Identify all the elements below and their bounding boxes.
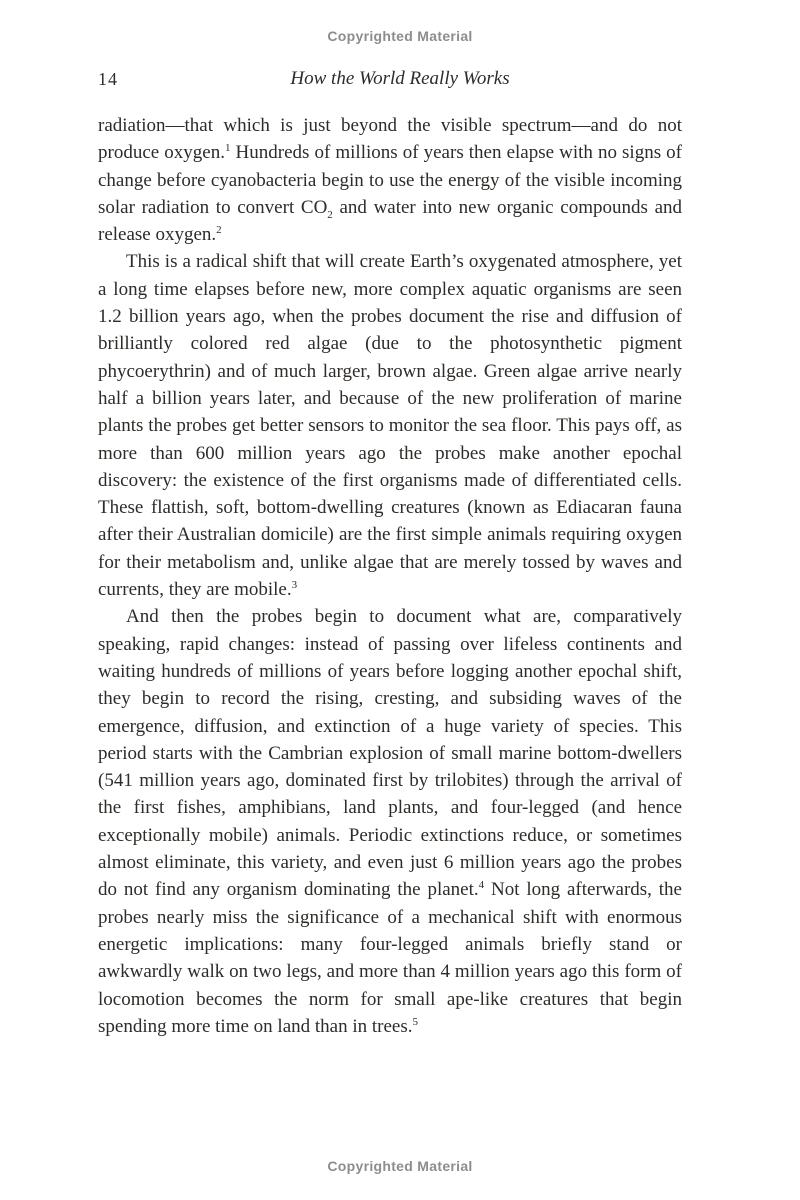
footnote-ref-1: 1	[224, 142, 231, 155]
paragraph-3	[98, 603, 682, 1040]
co2-subscript: 2	[327, 208, 333, 221]
running-title: How the World Really Works	[290, 68, 510, 89]
footnote-ref-3: 3	[291, 579, 298, 592]
copyright-notice-top: Copyrighted Material	[327, 28, 473, 44]
footnote-ref-2: 2	[216, 224, 222, 237]
body-text	[98, 112, 682, 1040]
paragraph-1-text: radiation—that which is just beyond the visible spectrum—and do not produce oxygen.	[98, 115, 682, 164]
copyright-notice-bottom: Copyrighted Material	[327, 1158, 473, 1174]
paragraph-1	[98, 112, 682, 248]
footnote-ref-4: 4	[478, 879, 485, 892]
paragraph-2	[98, 248, 682, 603]
paragraph-3-text: Not long afterwards, the probes nearly miss the significance of a mechanical shift with enormous energetic implications: many four-legged animals briefly stand or awkwardly walk on two legs, and more than 4 million years ago this form of locomotion becomes the norm for small ape-like creatures that begin spending more time on land than in trees.	[98, 879, 682, 1037]
paragraph-1-text: Hundreds of millions of years then elapse with no signs of change before cyanobacteria begin to use the energy of the visible incoming solar radiation to convert CO	[98, 142, 682, 218]
page-number: 14	[98, 69, 118, 89]
page-header	[0, 68, 800, 90]
paragraph-2-text: This is a radical shift that will create Earth’s oxygenated atmosphere, yet a long time elapses before new, more complex aquatic organisms are seen 1.2 billion years ago, when the probes document the rise and diffusion of brilliantly colored red algae (due to the photosynthetic pigment phycoerythrin) and of much larger, brown algae. Green algae arrive nearly half a billion years later, and because of the new proliferation of marine plants the probes get better sensors to monitor the sea floor. This pays off, as more than 600 million years ago the probes make another epochal discovery: the existence of the first organisms made of differentiated cells. These flattish, soft, bottom-dwelling creatures (known as Ediacaran fauna after their Australian domicile) are the first simple animals requiring oxygen for their metabolism and, unlike algae that are merely tossed by waves and currents, they are mobile.	[98, 251, 682, 601]
paragraph-3-text: And then the probes begin to document what are, comparatively speaking, rapid changes: instead of passing over lifeless continents and waiting hundreds of millions of years before logging another epochal shift, they begin to record the rising, cresting, and subsiding waves of the emergence, diffusion, and extinction of a huge variety of species. This period starts with the Cambrian explosion of small marine bottom-dwellers (541 million years ago, dominated first by trilobites) through the arrival of the first fishes, amphibians, land plants, and four-legged (and hence exceptionally mobile) animals. Periodic extinctions reduce, or sometimes almost eliminate, this variety, and even just 6 million years ago the probes do not find any organism dominating the planet.	[98, 606, 682, 901]
footnote-ref-5: 5	[412, 1015, 418, 1028]
paragraph-1-text: and water into new organic compounds and release oxygen.	[98, 196, 682, 246]
